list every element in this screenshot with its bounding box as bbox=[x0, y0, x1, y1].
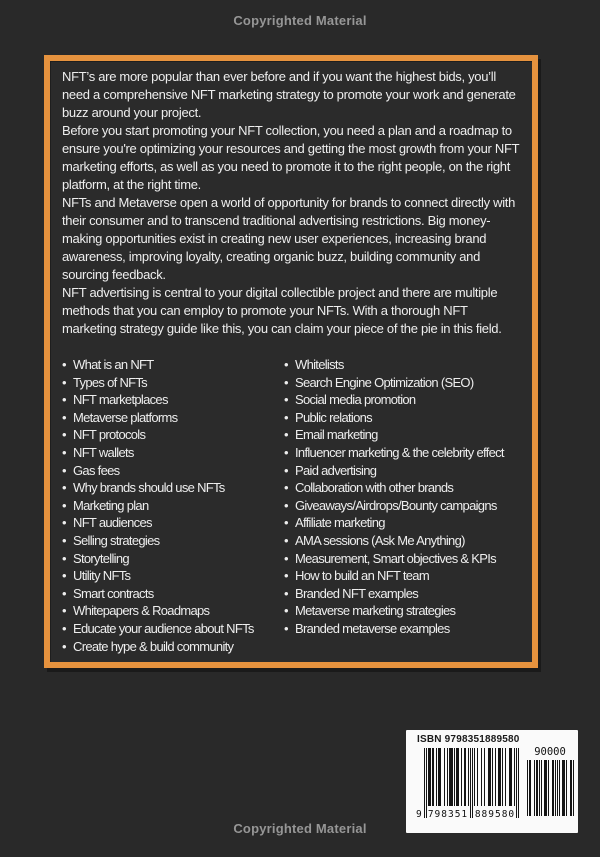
topic-item: • Why brands should use NFTs bbox=[62, 479, 284, 497]
topic-item: • Branded metaverse examples bbox=[284, 620, 524, 638]
topic-item: • Influencer marketing & the celebrity effect bbox=[284, 444, 524, 462]
topic-item: • NFT protocols bbox=[62, 426, 284, 444]
topic-item: • Social media promotion bbox=[284, 391, 524, 409]
isbn-label: ISBN 9798351889580 bbox=[417, 734, 520, 745]
topic-item: • Utility NFTs bbox=[62, 567, 284, 585]
synopsis-paragraph: NFT advertising is central to your digital collectible project and there are multiple methods that you can employ to promote your NFTs. With a thorough NFT marketing strategy guide like this, you can claim your piece of the pie in this field. bbox=[62, 285, 502, 336]
topic-item: • Branded NFT examples bbox=[284, 585, 524, 603]
topic-item: • Email marketing bbox=[284, 426, 524, 444]
isbn-barcode bbox=[416, 748, 528, 828]
topic-item: • Marketing plan bbox=[62, 497, 284, 515]
topic-item: • NFT marketplaces bbox=[62, 391, 284, 409]
synopsis bbox=[62, 68, 524, 338]
topic-item: • Create hype & build community bbox=[62, 638, 284, 656]
topic-item: • NFT audiences bbox=[62, 514, 284, 532]
topics-left-list bbox=[62, 356, 284, 655]
topic-item: • Storytelling bbox=[62, 550, 284, 568]
isbn-barcode-bars bbox=[424, 748, 519, 818]
topic-item: • Measurement, Smart objectives & KPIs bbox=[284, 550, 524, 568]
topic-item: • NFT wallets bbox=[62, 444, 284, 462]
synopsis-paragraph: NFT’s are more popular than ever before and if you want the highest bids, you’ll need a comprehensive NFT marketing strategy to promote your work and generate buzz around your project. bbox=[62, 69, 516, 120]
topic-item: • Smart contracts bbox=[62, 585, 284, 603]
price-addon-bars bbox=[526, 760, 574, 816]
synopsis-paragraph: NFTs and Metaverse open a world of opportunity for brands to connect directly with their consumer and to transcend traditional advertising restrictions. Big money-making opportunities exist in creating new user experiences, increasing brand awareness, improving loyalty, creating organic buzz, building community and sourcing feedback. bbox=[62, 195, 516, 282]
copyright-notice-top: Copyrighted Material bbox=[233, 13, 367, 28]
topic-item: • What is an NFT bbox=[62, 356, 284, 374]
topic-item: • Metaverse marketing strategies bbox=[284, 602, 524, 620]
topic-item: • Affiliate marketing bbox=[284, 514, 524, 532]
back-cover-frame bbox=[44, 55, 538, 668]
topic-item: • Whitepapers & Roadmaps bbox=[62, 602, 284, 620]
topic-item: • Collaboration with other brands bbox=[284, 479, 524, 497]
topic-item: • Search Engine Optimization (SEO) bbox=[284, 374, 524, 392]
topic-item: • Types of NFTs bbox=[62, 374, 284, 392]
barcode-digits-group2: 889580 bbox=[474, 809, 516, 820]
topic-item: • Selling strategies bbox=[62, 532, 284, 550]
topics-columns bbox=[62, 356, 524, 655]
topic-item: • Paid advertising bbox=[284, 462, 524, 480]
copyright-notice-bottom: Copyrighted Material bbox=[233, 821, 367, 836]
synopsis-paragraph: Before you start promoting your NFT collection, you need a plan and a roadmap to ensure you're optimizing your resources and getting the most growth from your NFT marketing efforts, as well as you need to promote it to the right people, on the right platform, at the right time. bbox=[62, 123, 519, 192]
price-addon-code: 90000 bbox=[534, 746, 566, 758]
topic-item: • AMA sessions (Ask Me Anything) bbox=[284, 532, 524, 550]
topics-right-list bbox=[284, 356, 524, 655]
topic-item: • Whitelists bbox=[284, 356, 524, 374]
barcode-panel bbox=[406, 730, 578, 833]
topic-item: • Gas fees bbox=[62, 462, 284, 480]
topic-item: • Educate your audience about NFTs bbox=[62, 620, 284, 638]
topic-item: • Public relations bbox=[284, 409, 524, 427]
barcode-digit-system: 9 bbox=[416, 809, 422, 820]
price-addon bbox=[526, 746, 574, 816]
barcode-digits-group1: 798351 bbox=[427, 809, 469, 820]
topic-item: • Giveaways/Airdrops/Bounty campaigns bbox=[284, 497, 524, 515]
topic-item: • Metaverse platforms bbox=[62, 409, 284, 427]
topic-item: • How to build an NFT team bbox=[284, 567, 524, 585]
